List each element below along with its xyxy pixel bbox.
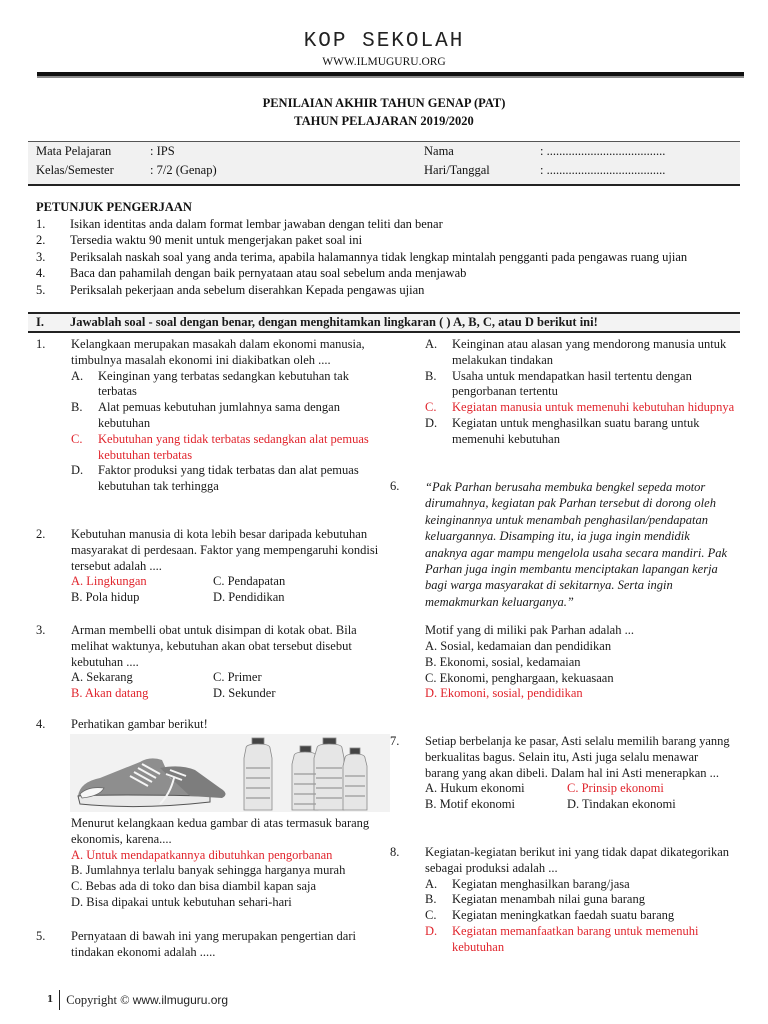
question-quote: “Pak Parhan berusaha membuka bengkel sepeda motor dirumahnya, kegiatan pak Parhan tersebut di dorong oleh keinginannya untuk menambah penghasilan/pendapatan keluargannya. Disamping itu, ia juga ingin mendidik anaknya agar mampu mengelola usaha secara mandiri. Pak Parhan juga ingin membantu menciptakan lapangan kerja bagi warga masyarakat di sekitarnya. Serta ingin memakmurkan keluarganya.” <box>425 480 728 609</box>
question-3 <box>36 623 381 702</box>
option-text: Kegiatan menambah nilai guna barang <box>452 892 645 907</box>
question-7 <box>390 734 735 813</box>
question-number: 6. <box>390 479 400 493</box>
option-c-correct[interactable] <box>71 432 381 464</box>
question-text: Kelangkaan merupakan masakah dalam ekonomi manusia, timbulnya masalah ekonomi ini diakibatkan oleh .... <box>71 337 365 367</box>
option-text: Kegiatan memanfaatkan barang untuk memenuhi kebutuhan <box>452 923 699 954</box>
option-letter: D. <box>425 923 438 938</box>
option-a-correct[interactable]: A. Lingkungan <box>71 574 147 589</box>
question-2 <box>36 527 381 606</box>
option-text: Kegiatan manusia untuk memenuhi kebutuhan hidupnya <box>452 400 735 415</box>
instructions-title: PETUNJUK PENGERJAAN <box>36 200 192 214</box>
exam-title <box>0 94 768 130</box>
question-text: Pernyataan di bawah ini yang merupakan pengertian dari tindakan ekonomi adalah ..... <box>71 929 356 959</box>
question-text: Menurut kelangkaan kedua gambar di atas termasuk barang ekonomis, karena.... <box>71 816 370 846</box>
option-letter: C. <box>71 431 83 446</box>
option-letter: A. <box>425 337 438 351</box>
instruction-num: 2. <box>36 233 46 248</box>
option-c[interactable]: C. Ekonomi, penghargaan, kekuasaan <box>425 670 614 685</box>
question-number: 1. <box>36 337 46 351</box>
option-d[interactable]: D. Tindakan ekonomi <box>567 797 676 812</box>
option-a[interactable] <box>425 877 735 893</box>
question-number: 5. <box>36 929 46 943</box>
question-text: Perhatikan gambar berikut! <box>71 717 208 731</box>
option-letter: D. <box>71 463 84 478</box>
option-letter: B. <box>71 400 83 415</box>
instruction-num: 1. <box>36 216 46 231</box>
option-a[interactable]: A. Sosial, kedamaian dan pendidikan <box>425 639 612 654</box>
option-b[interactable] <box>71 400 381 432</box>
option-c[interactable]: C. Bebas ada di toko dan bisa diambil kapan saja <box>71 879 317 894</box>
instruction-text: Baca dan pahamilah dengan baik pernyataan atau soal sebelum anda menjawab <box>70 266 467 281</box>
question-4 <box>36 717 381 733</box>
option-text: Alat pemuas kebutuhan jumlahnya sama dengan kebutuhan <box>98 400 340 430</box>
option-text: Keinginan atau alasan yang mendorong manusia untuk melakukan tindakan <box>452 337 727 367</box>
question-5 <box>36 929 381 961</box>
student-info-box <box>28 141 740 186</box>
copyright-text <box>66 993 228 1008</box>
exam-title-line2: TAHUN PELAJARAN 2019/2020 <box>294 114 474 128</box>
question-text: Setiap berbelanja ke pasar, Asti selalu memilih barang yanng berkualitas bagus. Selain itu, Asti juga selalu menawar barang yang akan dibeli. Dalam hal ini Asti menerapkan ... <box>425 734 730 780</box>
option-text: Keinginan yang terbatas sedangkan kebutuhan tak terbatas <box>98 368 349 399</box>
option-text: Kegiatan untuk menghasilkan suatu barang untuk memenuhi kebutuhan <box>452 415 700 446</box>
instruction-item <box>36 249 736 266</box>
section-number: I. <box>36 315 44 329</box>
instruction-item <box>36 216 736 233</box>
question-4-image <box>70 734 390 812</box>
letterhead-rule-shadow <box>37 76 744 78</box>
option-d-correct[interactable]: D. Ekomoni, sosial, pendidikan <box>425 686 583 701</box>
instruction-item <box>36 232 736 249</box>
option-c[interactable] <box>425 908 735 924</box>
option-text: Kegiatan meningkatkan faedah suatu barang <box>452 908 675 923</box>
question-number: 7. <box>390 734 400 748</box>
subject-label: Mata Pelajaran <box>36 144 112 158</box>
question-6 <box>390 479 735 702</box>
copyright-prefix: Copyright © <box>66 992 133 1007</box>
option-text: Faktor produksi yang tidak terbatas dan alat pemuas kebutuhan tak terhingga <box>98 463 359 494</box>
question-text: Kebutuhan manusia di kota lebih besar daripada kebutuhan masyarakat di perdesaan. Faktor yang mempengaruhi kondisi tersebut adalah .... <box>71 527 379 573</box>
name-label: Nama <box>424 144 454 158</box>
option-d[interactable] <box>71 463 381 495</box>
option-d[interactable] <box>425 416 735 448</box>
subject-value: : IPS <box>150 144 175 158</box>
question-4-body <box>36 816 381 911</box>
option-b-correct[interactable]: B. Akan datang <box>71 686 149 701</box>
instruction-text: Tersedia waktu 90 menit untuk mengerjakan paket soal ini <box>70 233 363 248</box>
class-semester-label: Kelas/Semester <box>36 163 114 177</box>
option-d-correct[interactable] <box>425 924 735 956</box>
option-a[interactable]: A. Hukum ekonomi <box>425 781 525 796</box>
option-letter: A. <box>71 368 84 383</box>
option-a[interactable] <box>71 369 381 401</box>
question-text: Kegiatan-kegiatan berikut ini yang tidak dapat dikategorikan sebagai produksi adalah ... <box>425 845 730 875</box>
instruction-num: 5. <box>36 282 46 297</box>
sneakers-and-bottles-illustration <box>70 734 390 812</box>
question-text: Arman membelli obat untuk disimpan di kotak obat. Bila melihat waktunya, kebutuhan akan obat tersebut disebut kebutuhan .... <box>71 623 357 669</box>
option-a[interactable]: A. Sekarang <box>71 670 133 685</box>
option-letter: B. <box>425 892 437 907</box>
option-text: Kegiatan menghasilkan barang/jasa <box>452 876 630 891</box>
page-footer <box>47 990 228 1010</box>
question-1 <box>36 337 381 495</box>
option-b[interactable] <box>425 369 735 401</box>
option-b[interactable]: B. Motif ekonomi <box>425 797 515 812</box>
option-a-correct[interactable]: A. Untuk mendapatkannya dibutuhkan pengorbanan <box>71 847 333 862</box>
option-letter: C. <box>425 400 437 415</box>
option-b[interactable]: B. Ekonomi, sosial, kedamaian <box>425 654 581 669</box>
option-text: Kebutuhan yang tidak terbatas sedangkan alat pemuas kebutuhan terbatas <box>98 431 369 462</box>
section-header <box>28 312 740 333</box>
instruction-item <box>36 265 736 282</box>
instruction-num: 3. <box>36 249 46 264</box>
section-instruction: Jawablah soal - soal dengan benar, dengan menghitamkan lingkaran ( ) A, B, C, atau D berikut ini! <box>70 315 598 329</box>
date-field[interactable]: : ...................................... <box>540 163 666 177</box>
class-semester-value: : 7/2 (Genap) <box>150 163 217 177</box>
option-text: Usaha untuk mendapatkan hasil tertentu dengan pengorbanan tertentu <box>452 368 692 399</box>
option-letter: A. <box>425 876 438 891</box>
option-letter: D. <box>425 415 438 430</box>
option-d[interactable]: D. Bisa dipakai untuk kebutuhan sehari-hari <box>71 894 292 909</box>
question-8 <box>390 845 735 956</box>
question-number: 2. <box>36 527 46 541</box>
date-label: Hari/Tanggal <box>424 163 490 177</box>
option-b[interactable]: B. Pola hidup <box>71 590 140 605</box>
footer-divider <box>59 990 60 1010</box>
option-c[interactable]: C. Primer <box>213 670 262 685</box>
option-letter: C. <box>425 908 437 923</box>
question-text: Motif yang di miliki pak Parhan adalah ... <box>425 623 634 638</box>
question-5-options <box>390 337 735 448</box>
instruction-num: 4. <box>36 266 46 281</box>
school-website: WWW.ILMUGURU.ORG <box>322 56 446 68</box>
option-c-correct[interactable]: C. Prinsip ekonomi <box>567 781 664 796</box>
question-number: 3. <box>36 623 46 637</box>
instructions <box>36 199 736 299</box>
page-number: 1 <box>47 995 54 1005</box>
option-b[interactable] <box>425 892 735 908</box>
instruction-text: Periksalah pekerjaan anda sebelum diserahkan Kepada pengawas ujian <box>70 282 425 297</box>
exam-title-line1: PENILAIAN AKHIR TAHUN GENAP (PAT) <box>262 96 506 110</box>
name-field[interactable]: : ...................................... <box>540 144 666 158</box>
question-number: 4. <box>36 717 46 731</box>
school-letterhead-title: KOP SEKOLAH <box>303 30 465 53</box>
instruction-item <box>36 282 736 299</box>
option-b[interactable]: B. Jumlahnya terlalu banyak sehingga harganya murah <box>71 863 346 878</box>
question-number: 8. <box>390 845 400 859</box>
option-c-correct[interactable] <box>425 400 735 416</box>
option-d[interactable]: D. Pendidikan <box>213 590 285 605</box>
option-a[interactable] <box>425 337 735 369</box>
instruction-text: Periksalah naskah soal yang anda terima, apabila halamannya tidak lengkap mintalah pengganti pada pengawas ruang ujian <box>70 249 688 264</box>
copyright-link[interactable]: www.ilmuguru.org <box>132 992 229 1007</box>
option-letter: B. <box>425 368 437 383</box>
option-c[interactable]: C. Pendapatan <box>213 574 286 589</box>
option-d[interactable]: D. Sekunder <box>213 686 276 701</box>
instruction-text: Isikan identitas anda dalam format lembar jawaban dengan teliti dan benar <box>70 216 443 231</box>
